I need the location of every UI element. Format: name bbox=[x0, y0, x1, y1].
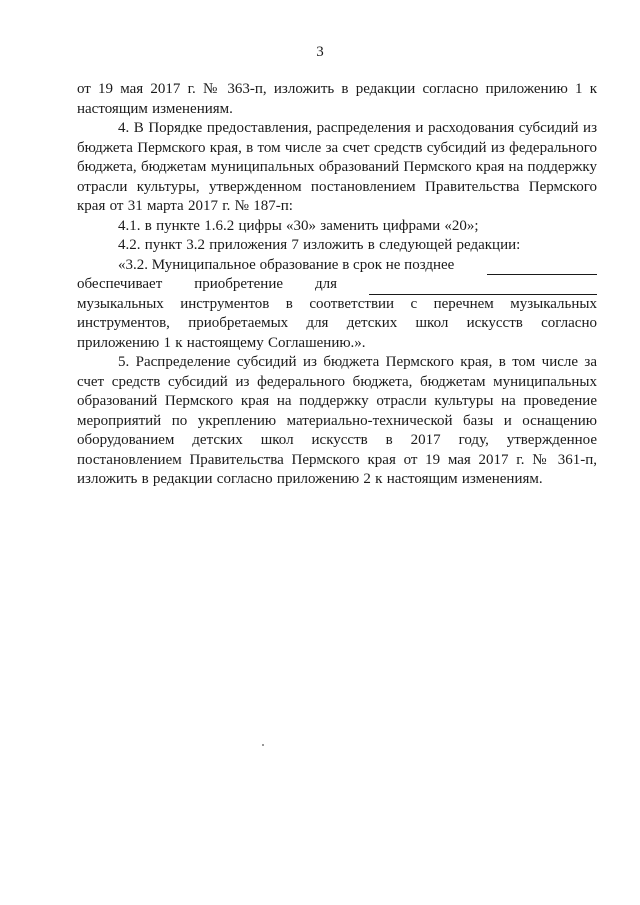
paragraph-item-4-1: 4.1. в пункте 1.6.2 цифры «30» заменить цифрами «20»; bbox=[118, 217, 479, 234]
quote-second-line bbox=[77, 275, 597, 295]
blank-date-line bbox=[487, 260, 597, 275]
paragraph-continuation: от 19 мая 2017 г. № 363-п, изложить в редакции согласно приложению 1 к настоящим изменениям. bbox=[77, 81, 597, 117]
paragraph-item-4-2: 4.2. пункт 3.2 приложения 7 изложить в следующей редакции: bbox=[118, 237, 521, 253]
blank-recipient-line bbox=[369, 280, 597, 295]
quote-opening: «3.2. Муниципальное образование в срок не позднее bbox=[118, 256, 455, 273]
document-body bbox=[77, 80, 597, 490]
paragraph-item-4: 4. В Порядке предоставления, распределения и расходования субсидий из бюджета Пермского края, в том числе за счет средств субсидий из федерального бюджета, бюджетам муниципальных образований Пермского края на поддержку отрасли культуры, утвержденном постановлением Правительства Пермского края от 31 марта 2017 г. № 187-п: bbox=[77, 120, 597, 214]
quote-word-for: для bbox=[314, 276, 338, 292]
paragraph-item-5: 5. Распределение субсидий из бюджета Пермского края, в том числе за счет средств субсидий из федерального бюджета, бюджетам муниципальных образований Пермского края на поддержку отрасли культуры на проведение мероприятий по укреплению материально-технической базы и оснащению оборудованием детских школ искусств в 2017 году, утвержденное постановлением Правительства Пермского края от 19 мая 2017 г. № 361-п, изложить в редакции согласно приложению 2 к настоящим изменениям. bbox=[77, 354, 597, 487]
quote-rest: музыкальных инструментов в соответствии с перечнем музыкальных инструментов, приобретаемых для детских школ искусств согласно приложению 1 к настоящему Соглашению.». bbox=[77, 295, 597, 351]
quote-word-provides: обеспечивает bbox=[77, 276, 163, 292]
scan-speck bbox=[262, 744, 264, 746]
quote-first-line bbox=[77, 256, 597, 276]
quote-word-acquisition: приобретение bbox=[194, 276, 284, 292]
page-number: 3 bbox=[316, 44, 324, 60]
